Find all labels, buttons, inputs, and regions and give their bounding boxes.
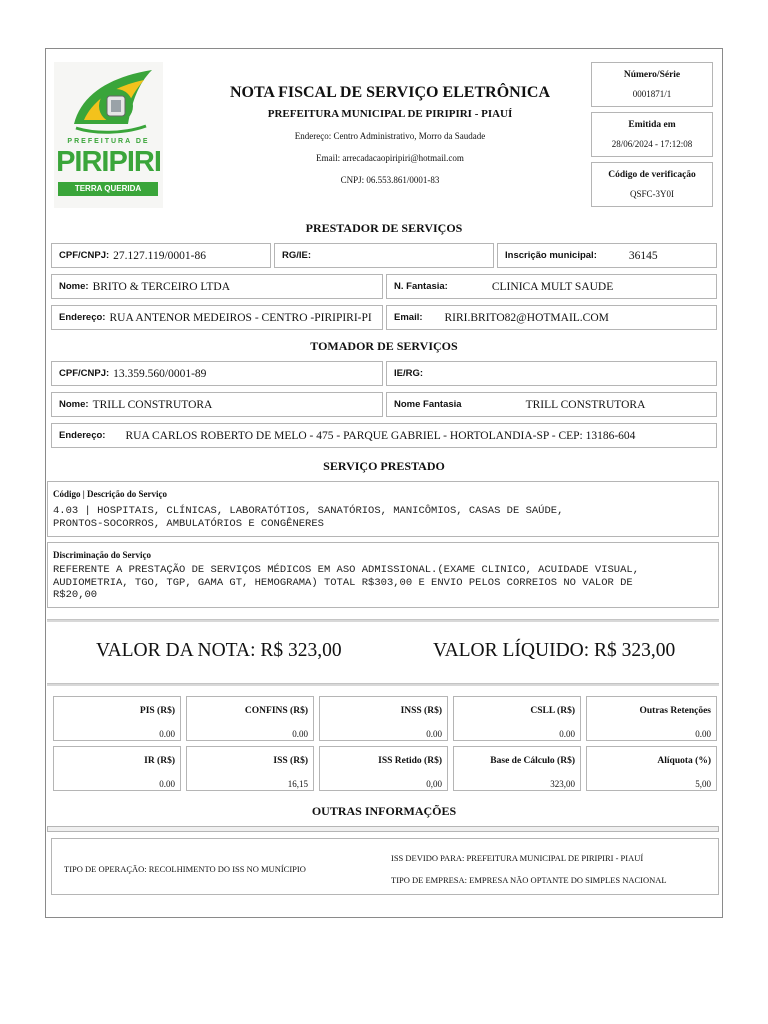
servico-codigo-box	[47, 481, 719, 537]
logo-tagline: TERRA QUERIDA	[58, 182, 158, 196]
tax-label-outras-retencoes: Outras Retenções	[639, 706, 711, 716]
tax-cell-base-calculo	[453, 746, 581, 791]
prefeitura-address: Endereço: Centro Administrativo, Morro da Saudade	[294, 131, 486, 141]
servico-section-title: SERVIÇO PRESTADO	[323, 459, 445, 473]
divider-bottom-values	[47, 683, 719, 686]
prestador-endereco-value: RUA ANTENOR MEDEIROS - CENTRO -PIRIPIRI-PI	[109, 311, 372, 324]
tomador-fantasia-label: Nome Fantasia	[394, 399, 462, 410]
prestador-email-value: RIRI.BRITO82@HOTMAIL.COM	[444, 311, 609, 324]
tomador-nome-label: Nome:	[59, 399, 89, 410]
tomador-endereco-value: RUA CARLOS ROBERTO DE MELO - 475 - PARQUE GABRIEL - HORTOLANDIA-SP - CEP: 13186-604	[125, 429, 636, 442]
tax-value-pis: 0.00	[159, 729, 175, 739]
prestador-nome-cell	[51, 274, 383, 299]
emitida-em-box	[591, 112, 713, 157]
logo-name: PIRIPIRI	[56, 146, 161, 178]
prefeitura-cnpj: CNPJ: 06.553.861/0001-83	[340, 175, 440, 185]
prestador-email-cell	[386, 305, 717, 330]
numero-serie-box	[591, 62, 713, 107]
logo-emblem-icon	[54, 62, 163, 142]
tax-value-ir: 0.00	[159, 779, 175, 789]
tax-cell-aliquota	[586, 746, 717, 791]
prestador-im-label: Inscrição municipal:	[505, 250, 597, 261]
prefeitura-subtitle: PREFEITURA MUNICIPAL DE PIRIPIRI - PIAUÍ	[267, 108, 513, 120]
numero-serie-value: 0001871/1	[632, 89, 672, 99]
prestador-email-label: Email:	[394, 312, 423, 323]
prestador-cpf-label: CPF/CNPJ:	[59, 250, 110, 261]
tax-label-iss: ISS (R$)	[273, 756, 308, 766]
tax-label-iss-retido: ISS Retido (R$)	[378, 756, 442, 766]
tipo-operacao: TIPO DE OPERAÇÃO: RECOLHIMENTO DO ISS NO MUNÍCIPIO	[64, 864, 306, 874]
tomador-ie-cell	[386, 361, 717, 386]
servico-discriminacao-box	[47, 542, 719, 608]
tax-label-pis: PIS (R$)	[139, 706, 175, 716]
prestador-rg-label: RG/IE:	[282, 250, 312, 261]
servico-discriminacao-line2: AUDIOMETRIA, TGO, TGP, GAMA GT, HEMOGRAMA) TOTAL R$303,00 E ENVIO PELOS CORREIOS NO VALOR DE	[53, 576, 633, 589]
tomador-nome-value: TRILL CONSTRUTORA	[92, 398, 213, 411]
outras-divider-box	[47, 826, 719, 832]
tax-label-base-calculo: Base de Cálculo (R$)	[490, 756, 575, 766]
valor-liquido: VALOR LÍQUIDO: R$ 323,00	[433, 640, 676, 661]
emitida-em-value: 28/06/2024 - 17:12:08	[611, 139, 693, 149]
tax-label-aliquota: Alíquota (%)	[657, 756, 711, 766]
tax-cell-iss-retido	[319, 746, 448, 791]
prestador-endereco-label: Endereço:	[59, 312, 106, 323]
numero-serie-label: Número/Série	[623, 70, 681, 80]
invoice-title: NOTA FISCAL DE SERVIÇO ELETRÔNICA	[229, 84, 551, 101]
prestador-fantasia-cell	[386, 274, 717, 299]
tax-label-ir: IR (R$)	[144, 756, 175, 766]
tax-value-iss: 16,15	[287, 779, 308, 789]
tomador-endereco-label: Endereço:	[59, 430, 106, 441]
prestador-cpf-cell	[51, 243, 271, 268]
tipo-empresa: TIPO DE EMPRESA: EMPRESA NÃO OPTANTE DO SIMPLES NACIONAL	[391, 875, 667, 885]
prestador-fantasia-value: CLINICA MULT SAUDE	[491, 280, 614, 293]
prestador-cpf-value: 27.127.119/0001-86	[113, 249, 207, 262]
codigo-verificacao-value: QSFC-3Y0I	[629, 189, 674, 199]
divider-top-values	[47, 619, 719, 622]
tax-label-inss: INSS (R$)	[400, 706, 442, 716]
tomador-cpf-cell	[51, 361, 383, 386]
logo-top-text: PREFEITURA DE	[67, 138, 150, 145]
prestador-nome-label: Nome:	[59, 281, 89, 292]
servico-discriminacao-line3: R$20,00	[53, 589, 98, 601]
tomador-section-title: TOMADOR DE SERVIÇOS	[310, 339, 458, 353]
prestador-section-title: PRESTADOR DE SERVIÇOS	[305, 221, 463, 235]
tax-label-confins: CONFINS (R$)	[244, 706, 308, 716]
tax-value-inss: 0.00	[426, 729, 442, 739]
tax-cell-iss	[186, 746, 314, 791]
tomador-nome-cell	[51, 392, 383, 417]
tax-value-base-calculo: 323,00	[550, 779, 575, 789]
prestador-nome-value: BRITO & TERCEIRO LTDA	[92, 280, 231, 293]
tomador-fantasia-cell	[386, 392, 717, 417]
servico-codigo-label: Código | Descrição do Serviço	[53, 489, 167, 499]
tomador-ie-label: IE/RG:	[394, 368, 424, 379]
prestador-rg-cell	[274, 243, 494, 268]
valor-nota: VALOR DA NOTA: R$ 323,00	[96, 640, 342, 661]
prestador-fantasia-label: N. Fantasia:	[394, 281, 448, 292]
prestador-endereco-cell	[51, 305, 383, 330]
tax-cell-ir	[53, 746, 181, 791]
servico-discriminacao-label: Discriminação do Serviço	[53, 550, 151, 560]
prestador-im-cell	[497, 243, 717, 268]
tax-cell-inss	[319, 696, 448, 741]
tax-cell-csll	[453, 696, 581, 741]
tax-cell-pis	[53, 696, 181, 741]
prefeitura-email: Email: arrecadacaopiripiri@hotmail.com	[316, 153, 464, 163]
outras-info-box	[51, 838, 719, 895]
tax-value-outras-retencoes: 0.00	[695, 729, 711, 739]
municipality-logo	[54, 62, 163, 208]
tomador-cpf-value: 13.359.560/0001-89	[113, 367, 207, 380]
tax-value-confins: 0.00	[292, 729, 308, 739]
outras-section-title: OUTRAS INFORMAÇÕES	[311, 804, 457, 818]
tax-cell-outras-retencoes	[586, 696, 717, 741]
tomador-fantasia-value: TRILL CONSTRUTORA	[525, 398, 646, 411]
codigo-verificacao-label: Código de verificação	[608, 170, 696, 180]
tomador-endereco-cell	[51, 423, 717, 448]
tax-cell-confins	[186, 696, 314, 741]
tax-value-aliquota: 5,00	[695, 779, 711, 789]
tomador-cpf-label: CPF/CNPJ:	[59, 368, 110, 379]
tax-value-csll: 0.00	[559, 729, 575, 739]
servico-codigo-line2: PRONTOS-SOCORROS, AMBULATÓRIOS E CONGÊNERES	[53, 517, 324, 530]
servico-codigo-line1: 4.03 | HOSPITAIS, CLÍNICAS, LABORATÓTIOS, SANATÓRIOS, MANICÔMIOS, CASAS DE SAÚDE,	[53, 505, 564, 517]
emitida-em-label: Emitida em	[628, 120, 676, 130]
codigo-verificacao-box	[591, 162, 713, 207]
prestador-im-value: 36145	[628, 249, 658, 262]
iss-devido: ISS DEVIDO PARA: PREFEITURA MUNICIPAL DE PIRIPIRI - PIAUÍ	[391, 853, 644, 863]
tax-label-csll: CSLL (R$)	[530, 706, 575, 716]
tax-value-iss-retido: 0,00	[426, 779, 442, 789]
servico-discriminacao-line1: REFERENTE A PRESTAÇÃO DE SERVIÇOS MÉDICOS EM ASO ADMISSIONAL.(EXAME CLINICO, ACUIDADE VISUAL,	[53, 564, 639, 576]
